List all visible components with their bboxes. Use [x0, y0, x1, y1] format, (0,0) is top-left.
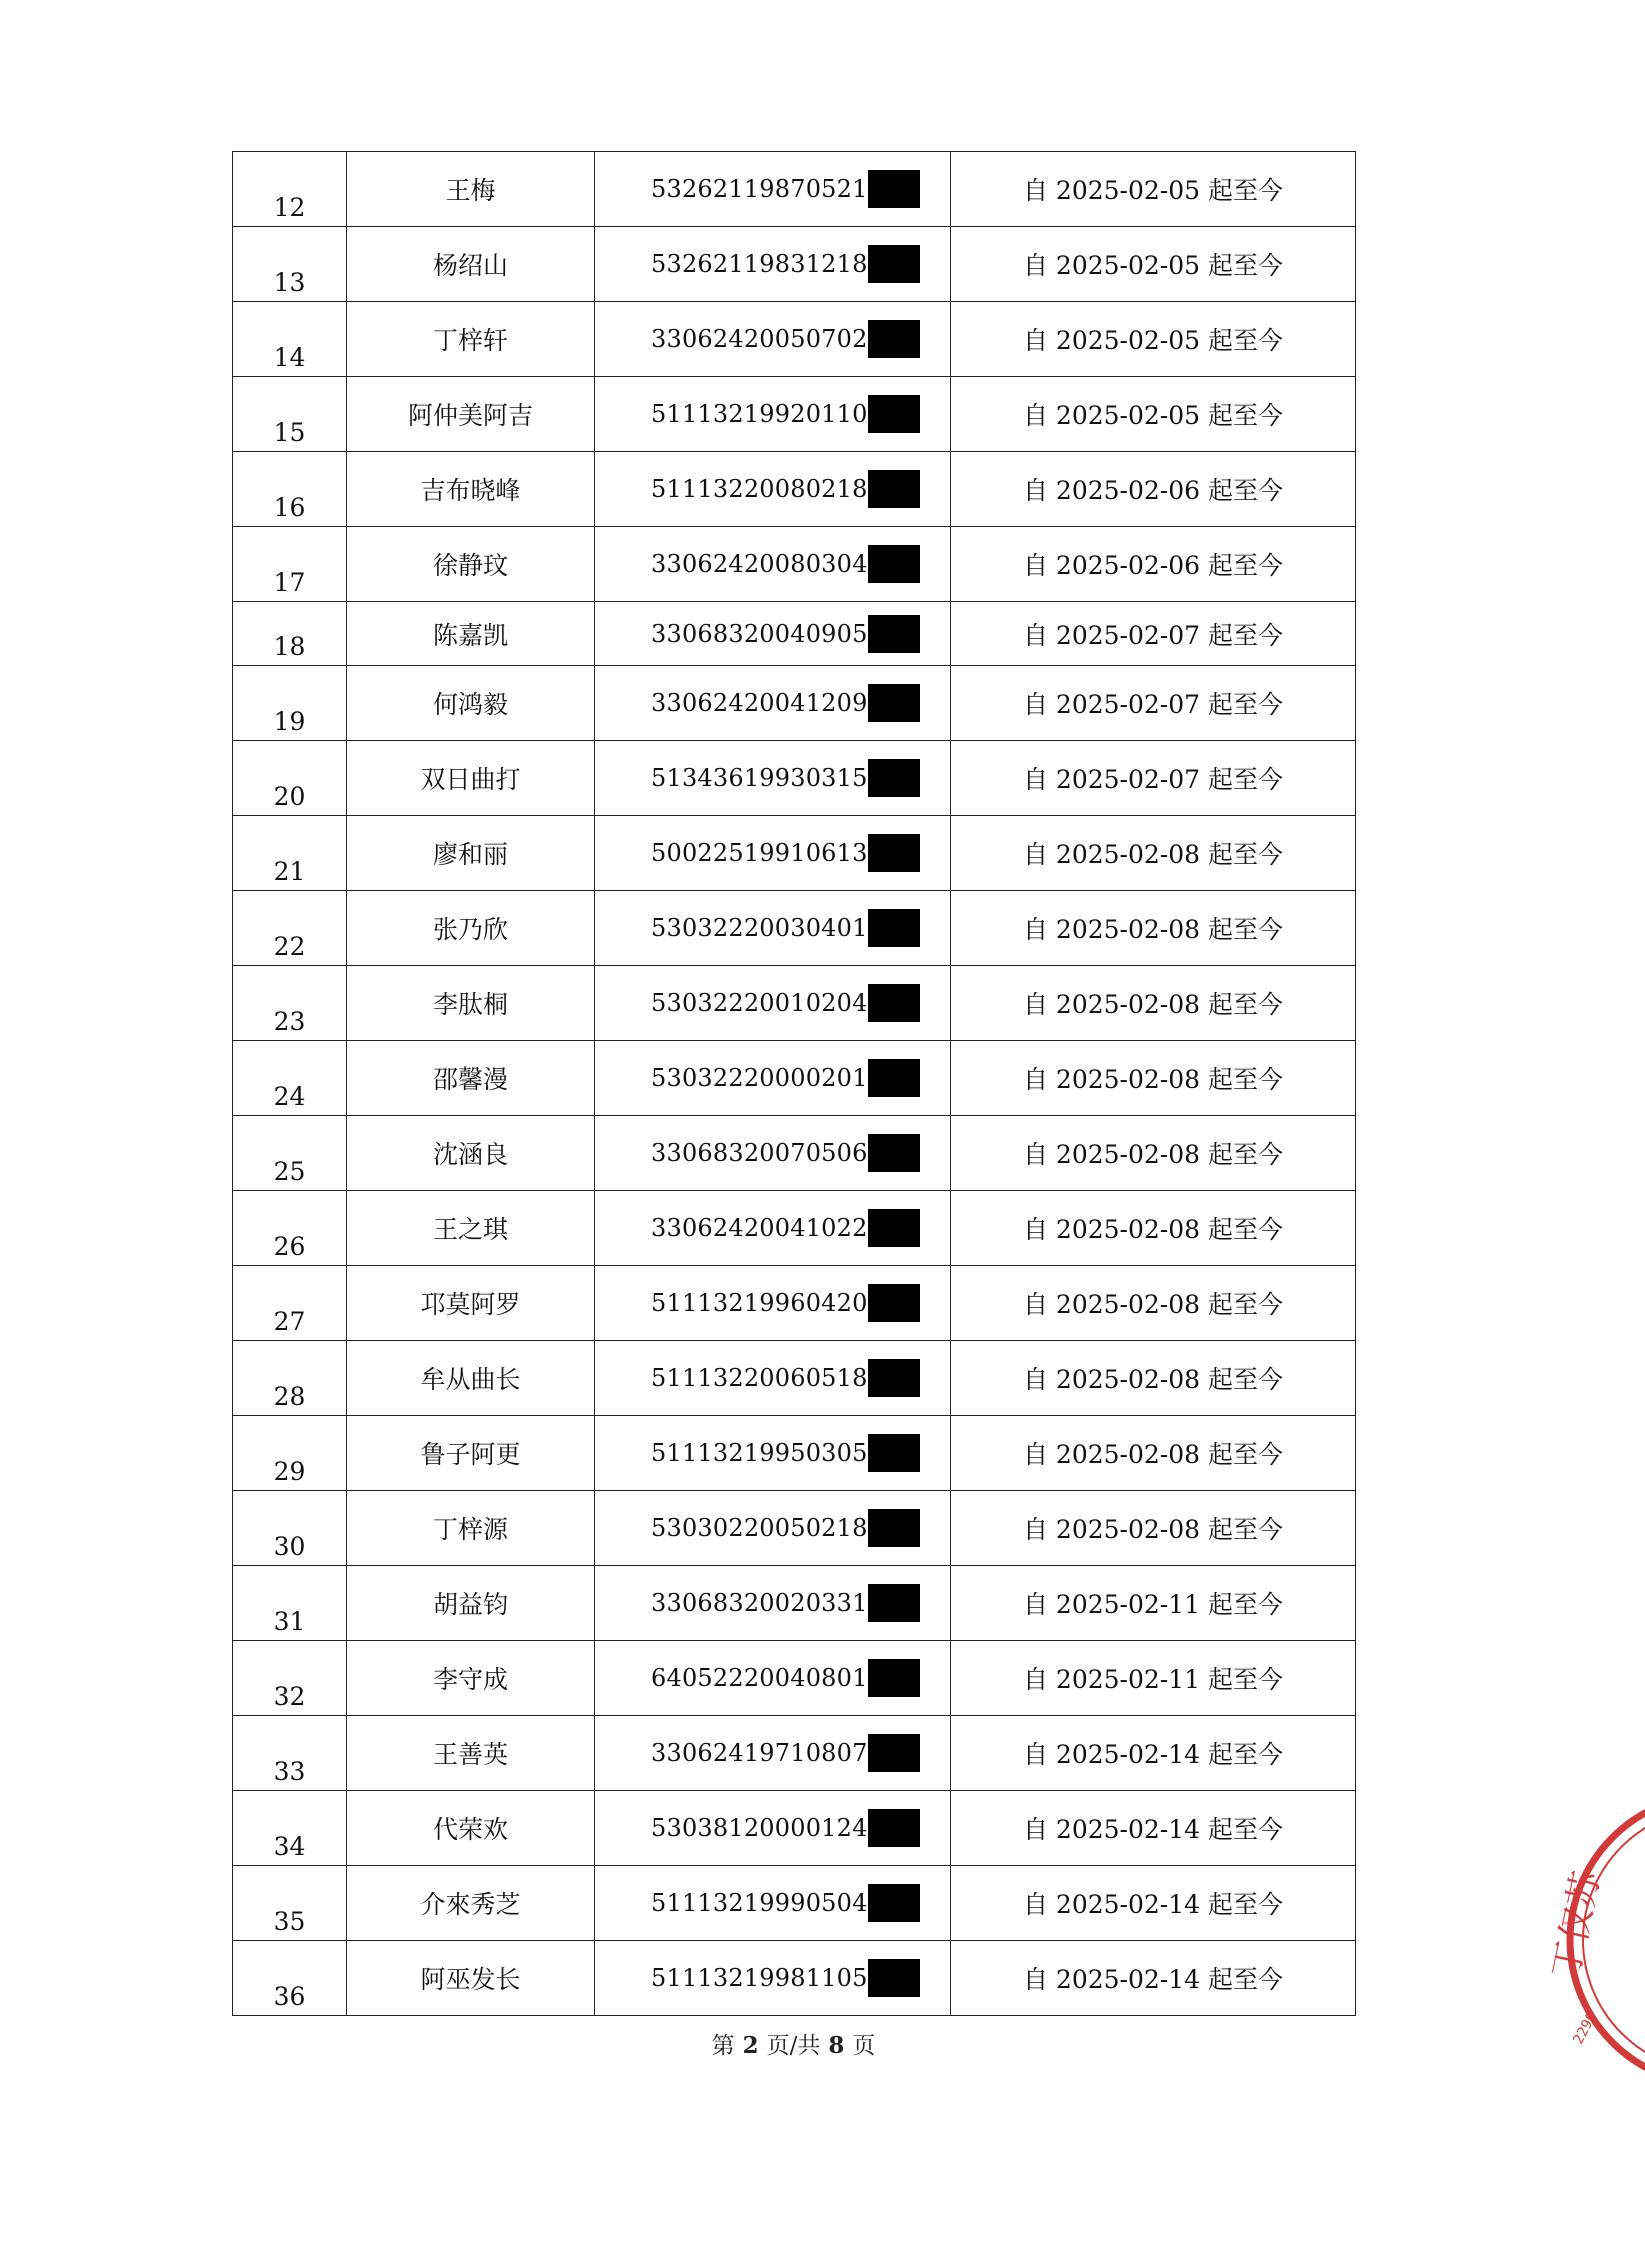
- row-number: 29: [233, 1416, 347, 1491]
- records-table: [232, 151, 1356, 2016]
- table-row: [233, 1866, 1356, 1941]
- table-row: [233, 152, 1356, 227]
- table-row: [233, 302, 1356, 377]
- redaction-block: [868, 1434, 920, 1472]
- since-date: 自 2025-02-14 起至今: [951, 1866, 1356, 1941]
- person-name: 何鸿毅: [347, 666, 595, 741]
- redaction-block: [868, 545, 920, 583]
- since-date: 自 2025-02-06 起至今: [951, 452, 1356, 527]
- row-number: 25: [233, 1116, 347, 1191]
- id-number: 51343619930315: [651, 764, 868, 792]
- table-row: [233, 1716, 1356, 1791]
- row-number: 34: [233, 1791, 347, 1866]
- id-number: 33062419710807: [651, 1739, 868, 1767]
- table-row: [233, 966, 1356, 1041]
- redaction-block: [868, 1809, 920, 1847]
- id-number: 51113219990504: [651, 1889, 868, 1917]
- row-number: 21: [233, 816, 347, 891]
- id-number: 64052220040801: [651, 1664, 868, 1692]
- redaction-block: [868, 1509, 920, 1547]
- id-number-cell: [595, 666, 951, 741]
- redaction-block: [868, 834, 920, 872]
- person-name: 阿巫发长: [347, 1941, 595, 2016]
- id-number: 33062420041209: [651, 689, 868, 717]
- row-number: 24: [233, 1041, 347, 1116]
- since-date: 自 2025-02-08 起至今: [951, 1116, 1356, 1191]
- id-number: 53030220050218: [651, 1514, 868, 1542]
- table-row: [233, 1491, 1356, 1566]
- id-number: 51113219950305: [651, 1439, 868, 1467]
- footer-middle: 页/共: [766, 2033, 821, 2059]
- since-date: 自 2025-02-08 起至今: [951, 1491, 1356, 1566]
- person-name: 王梅: [347, 152, 595, 227]
- row-number: 15: [233, 377, 347, 452]
- person-name: 双日曲打: [347, 741, 595, 816]
- since-date: 自 2025-02-08 起至今: [951, 1041, 1356, 1116]
- redaction-block: [868, 1659, 920, 1697]
- person-name: 邵馨漫: [347, 1041, 595, 1116]
- person-name: 徐静玟: [347, 527, 595, 602]
- id-number-cell: [595, 966, 951, 1041]
- row-number: 28: [233, 1341, 347, 1416]
- id-number-cell: [595, 1716, 951, 1791]
- id-number-cell: [595, 302, 951, 377]
- table-row: [233, 1791, 1356, 1866]
- table-row: [233, 816, 1356, 891]
- redaction-block: [868, 1134, 920, 1172]
- seal-digits: 2290: [1570, 2009, 1601, 2047]
- since-date: 自 2025-02-11 起至今: [951, 1566, 1356, 1641]
- redaction-block: [868, 1734, 920, 1772]
- row-number: 35: [233, 1866, 347, 1941]
- redaction-block: [868, 1209, 920, 1247]
- id-number-cell: [595, 227, 951, 302]
- since-date: 自 2025-02-11 起至今: [951, 1641, 1356, 1716]
- redaction-block: [868, 1359, 920, 1397]
- redaction-block: [868, 245, 920, 283]
- table-row: [233, 666, 1356, 741]
- id-number-cell: [595, 1566, 951, 1641]
- since-date: 自 2025-02-08 起至今: [951, 1266, 1356, 1341]
- id-number-cell: [595, 1641, 951, 1716]
- id-number-cell: [595, 1866, 951, 1941]
- redaction-block: [868, 759, 920, 797]
- table-row: [233, 377, 1356, 452]
- id-number-cell: [595, 1266, 951, 1341]
- page-footer: [0, 2027, 1587, 2060]
- id-number-cell: [595, 152, 951, 227]
- id-number: 53032220030401: [651, 914, 868, 942]
- table-row: [233, 1566, 1356, 1641]
- id-number-cell: [595, 377, 951, 452]
- since-date: 自 2025-02-07 起至今: [951, 741, 1356, 816]
- id-number: 51113219981105: [651, 1964, 868, 1992]
- since-date: 自 2025-02-08 起至今: [951, 1416, 1356, 1491]
- since-date: 自 2025-02-08 起至今: [951, 816, 1356, 891]
- id-number: 51113219960420: [651, 1289, 868, 1317]
- id-number: 33068320070506: [651, 1139, 868, 1167]
- row-number: 13: [233, 227, 347, 302]
- row-number: 19: [233, 666, 347, 741]
- redaction-block: [868, 395, 920, 433]
- id-number-cell: [595, 816, 951, 891]
- person-name: 鲁子阿更: [347, 1416, 595, 1491]
- redaction-block: [868, 684, 920, 722]
- person-name: 介來秀芝: [347, 1866, 595, 1941]
- table-row: [233, 602, 1356, 666]
- id-number-cell: [595, 1941, 951, 2016]
- person-name: 李肽桐: [347, 966, 595, 1041]
- id-number: 53262119831218: [651, 250, 868, 278]
- footer-suffix: 页: [852, 2033, 876, 2059]
- row-number: 33: [233, 1716, 347, 1791]
- row-number: 32: [233, 1641, 347, 1716]
- id-number-cell: [595, 1041, 951, 1116]
- id-number: 33062420080304: [651, 550, 868, 578]
- redaction-block: [868, 320, 920, 358]
- id-number-cell: [595, 452, 951, 527]
- redaction-block: [868, 1284, 920, 1322]
- since-date: 自 2025-02-05 起至今: [951, 152, 1356, 227]
- redaction-block: [868, 1884, 920, 1922]
- row-number: 30: [233, 1491, 347, 1566]
- table-row: [233, 1641, 1356, 1716]
- person-name: 沈涵良: [347, 1116, 595, 1191]
- row-number: 36: [233, 1941, 347, 2016]
- since-date: 自 2025-02-05 起至今: [951, 227, 1356, 302]
- row-number: 31: [233, 1566, 347, 1641]
- table-row: [233, 1041, 1356, 1116]
- table-row: [233, 452, 1356, 527]
- id-number: 53032220000201: [651, 1064, 868, 1092]
- redaction-block: [868, 1959, 920, 1997]
- row-number: 17: [233, 527, 347, 602]
- person-name: 王之琪: [347, 1191, 595, 1266]
- person-name: 陈嘉凯: [347, 602, 595, 666]
- table-row: [233, 1341, 1356, 1416]
- person-name: 吉布晓峰: [347, 452, 595, 527]
- table-row: [233, 1191, 1356, 1266]
- since-date: 自 2025-02-08 起至今: [951, 966, 1356, 1041]
- id-number-cell: [595, 1791, 951, 1866]
- person-name: 廖和丽: [347, 816, 595, 891]
- id-number: 53038120000124: [651, 1814, 868, 1842]
- seal-text: 丁仅苏: [1545, 1867, 1609, 1982]
- table-row: [233, 227, 1356, 302]
- table-row: [233, 1266, 1356, 1341]
- since-date: 自 2025-02-07 起至今: [951, 602, 1356, 666]
- redaction-block: [868, 1059, 920, 1097]
- redaction-block: [868, 1584, 920, 1622]
- row-number: 12: [233, 152, 347, 227]
- id-number-cell: [595, 1341, 951, 1416]
- table-row: [233, 891, 1356, 966]
- row-number: 18: [233, 602, 347, 666]
- id-number-cell: [595, 1116, 951, 1191]
- row-number: 27: [233, 1266, 347, 1341]
- table-row: [233, 1941, 1356, 2016]
- id-number-cell: [595, 1191, 951, 1266]
- id-number: 33062420050702: [651, 325, 868, 353]
- redaction-block: [868, 615, 920, 653]
- row-number: 23: [233, 966, 347, 1041]
- table-row: [233, 1116, 1356, 1191]
- person-name: 李守成: [347, 1641, 595, 1716]
- redaction-block: [868, 909, 920, 947]
- id-number: 51113220080218: [651, 475, 868, 503]
- since-date: 自 2025-02-08 起至今: [951, 1191, 1356, 1266]
- since-date: 自 2025-02-05 起至今: [951, 302, 1356, 377]
- person-name: 张乃欣: [347, 891, 595, 966]
- redaction-block: [868, 984, 920, 1022]
- row-number: 14: [233, 302, 347, 377]
- id-number-cell: [595, 1491, 951, 1566]
- since-date: 自 2025-02-08 起至今: [951, 891, 1356, 966]
- person-name: 代荣欢: [347, 1791, 595, 1866]
- table-row: [233, 527, 1356, 602]
- person-name: 杨绍山: [347, 227, 595, 302]
- row-number: 16: [233, 452, 347, 527]
- row-number: 26: [233, 1191, 347, 1266]
- id-number: 53032220010204: [651, 989, 868, 1017]
- id-number: 51113219920110: [651, 400, 868, 428]
- person-name: 丁梓源: [347, 1491, 595, 1566]
- id-number-cell: [595, 527, 951, 602]
- footer-total-pages: 8: [828, 2032, 845, 2059]
- person-name: 阿仲美阿吉: [347, 377, 595, 452]
- table-row: [233, 1416, 1356, 1491]
- official-seal: [1545, 1790, 1645, 2090]
- id-number: 33068320020331: [651, 1589, 868, 1617]
- person-name: 丁梓轩: [347, 302, 595, 377]
- id-number: 51113220060518: [651, 1364, 868, 1392]
- since-date: 自 2025-02-14 起至今: [951, 1716, 1356, 1791]
- id-number-cell: [595, 1416, 951, 1491]
- since-date: 自 2025-02-08 起至今: [951, 1341, 1356, 1416]
- id-number-cell: [595, 741, 951, 816]
- person-name: 胡益钧: [347, 1566, 595, 1641]
- since-date: 自 2025-02-06 起至今: [951, 527, 1356, 602]
- id-number-cell: [595, 891, 951, 966]
- since-date: 自 2025-02-14 起至今: [951, 1791, 1356, 1866]
- person-name: 邛莫阿罗: [347, 1266, 595, 1341]
- id-number: 33062420041022: [651, 1214, 868, 1242]
- id-number: 53262119870521: [651, 175, 868, 203]
- since-date: 自 2025-02-05 起至今: [951, 377, 1356, 452]
- id-number: 33068320040905: [651, 619, 868, 648]
- id-number-cell: [595, 602, 951, 666]
- person-name: 王善英: [347, 1716, 595, 1791]
- row-number: 22: [233, 891, 347, 966]
- footer-prefix: 第: [711, 2033, 735, 2059]
- since-date: 自 2025-02-14 起至今: [951, 1941, 1356, 2016]
- since-date: 自 2025-02-07 起至今: [951, 666, 1356, 741]
- table-row: [233, 741, 1356, 816]
- redaction-block: [868, 170, 920, 208]
- person-name: 牟从曲长: [347, 1341, 595, 1416]
- id-number: 50022519910613: [651, 839, 868, 867]
- row-number: 20: [233, 741, 347, 816]
- redaction-block: [868, 470, 920, 508]
- footer-page-number: 2: [742, 2032, 759, 2059]
- records-body: [233, 152, 1356, 2016]
